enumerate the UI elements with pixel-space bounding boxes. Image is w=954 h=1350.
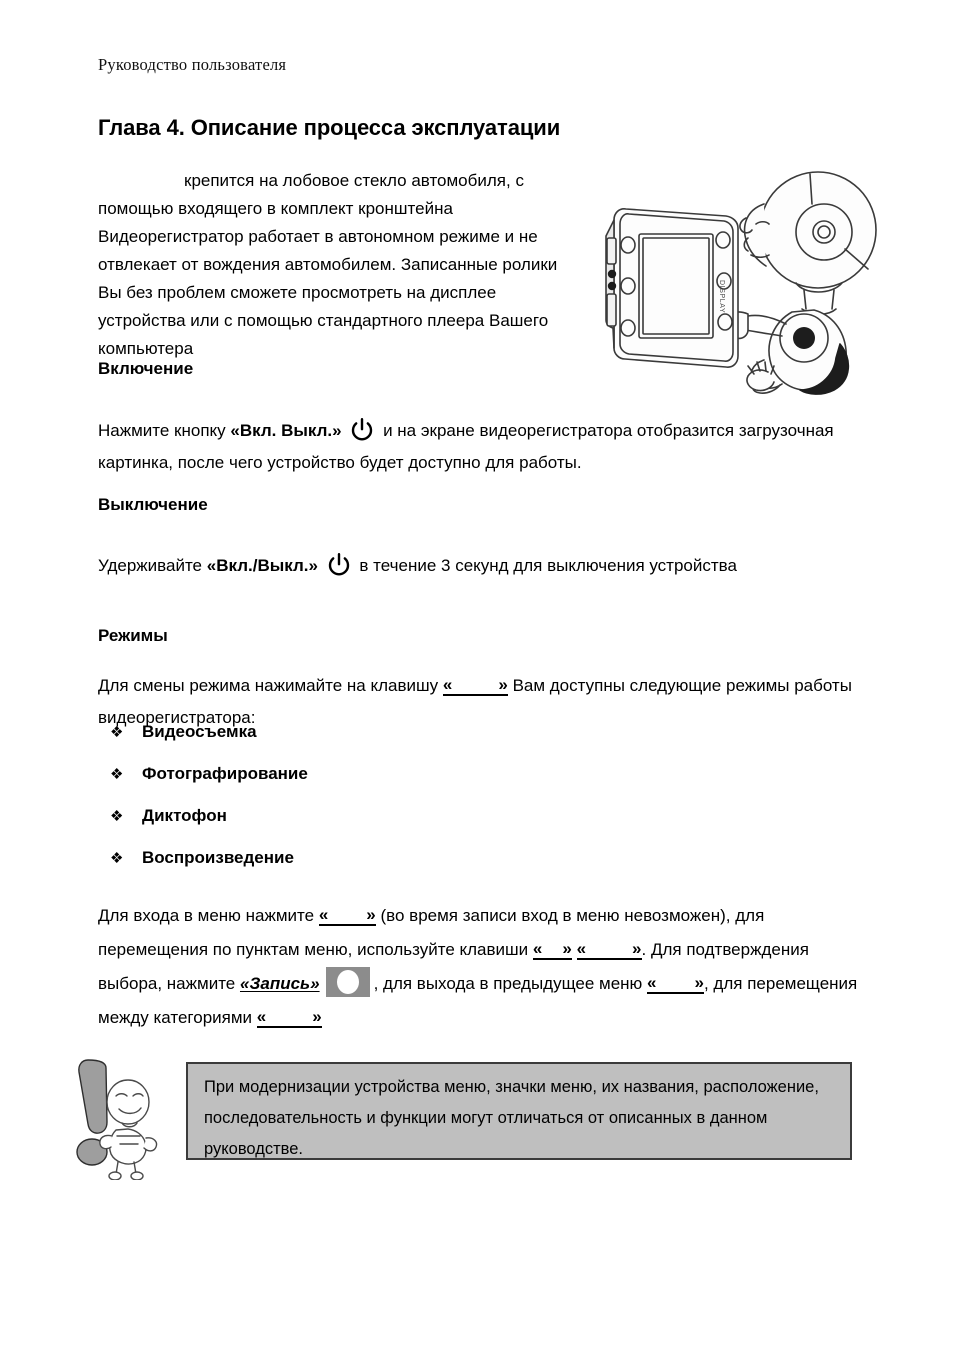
menu-text-part1: Для входа в меню нажмите: [98, 906, 315, 925]
mode-key-placeholder: [443, 676, 508, 696]
device-display-label: DISPLAY: [718, 280, 725, 314]
list-item-label: Воспроизведение: [142, 848, 294, 867]
menu-category-key-placeholder: [257, 1008, 322, 1028]
warning-text: При модернизации устройства меню, значки меню, их названия, расположение, последовательность и функции могут отличаться от описанных в данном руководстве.: [204, 1078, 819, 1158]
menu-nav-key-placeholder-1: [533, 940, 572, 960]
power-on-key-label: «Вкл. Выкл.»: [230, 421, 342, 440]
page-title: Глава 4. Описание процесса эксплуатации: [98, 114, 561, 140]
power-on-text-after: и на экране видеорегистратора отобразится загрузочная картинка, после чего устройство будет доступно для работы.: [98, 421, 834, 472]
intro-paragraph: крепится на лобовое стекло автомобиля, с помощью входящего в комплект кронштейна Видеорегистратор работает в автономном режиме и не отвлекает от вождения автомобилем. Записанные ролики Вы без проблем сможете просмотреть на дисплее устройства или с помощью стандартного плеера Вашего компьютера: [98, 171, 558, 358]
list-item: [110, 722, 530, 764]
modes-list: [110, 722, 530, 890]
section-heading-modes: Режимы: [98, 626, 168, 646]
section-heading-power-off: Выключение: [98, 495, 208, 515]
record-key-label: «Запись»: [239, 974, 320, 993]
power-off-text-after: в течение 3 секунд для выключения устройства: [359, 556, 737, 575]
quote-open: «: [647, 973, 657, 992]
list-item: [110, 764, 530, 806]
menu-text-part3: .: [641, 940, 647, 959]
warning-box: [186, 1062, 852, 1160]
running-header: Руководство пользователя: [98, 55, 287, 74]
power-icon: [349, 417, 375, 443]
list-item: [110, 848, 530, 890]
paragraph-power-on: [98, 415, 858, 479]
quote-open: «: [442, 675, 453, 694]
diamond-bullet-icon: ❖: [110, 850, 124, 867]
list-item-label: Фотографирование: [142, 764, 308, 783]
paragraph-menu-navigation: [98, 899, 860, 1035]
list-item-label: Диктофон: [142, 806, 227, 825]
list-item: [110, 806, 530, 848]
quote-close: »: [312, 1007, 322, 1026]
menu-enter-key-placeholder: [319, 906, 376, 926]
modes-text-before: Для смены режима нажимайте на клавишу: [98, 676, 439, 695]
modes-text-after: Вам доступны следующие режимы работы видеорегистратора:: [98, 676, 852, 727]
menu-text-part5: , для выхода в предыдущее меню: [373, 974, 643, 993]
menu-back-key-placeholder: [647, 974, 704, 994]
quote-close: »: [562, 939, 572, 958]
robot-hand: [747, 362, 774, 391]
menu-text-part4: Для подтверждения выбора, нажмите: [98, 940, 809, 993]
robot-pointing-at-dvr-illustration: [596, 152, 892, 402]
list-item-label: Видеосъемка: [142, 722, 257, 741]
power-off-text-before: Удерживайте: [98, 556, 203, 575]
quote-close: »: [498, 675, 508, 694]
power-icon: [326, 552, 352, 578]
quote-close: »: [694, 973, 704, 992]
quote-open: «: [576, 939, 587, 958]
paragraph-power-off: [98, 550, 858, 582]
quote-close: »: [632, 939, 642, 958]
power-on-text-before: Нажмите кнопку: [98, 421, 226, 440]
diamond-bullet-icon: ❖: [110, 766, 124, 783]
power-off-key-label: «Вкл./Выкл.»: [206, 556, 318, 575]
dvr-device: [606, 209, 738, 367]
quote-open: «: [532, 939, 543, 958]
quote-open: «: [318, 905, 329, 924]
menu-nav-key-placeholder-2: [577, 940, 642, 960]
section-heading-power-on: Включение: [98, 359, 194, 379]
record-button-icon: [326, 967, 370, 997]
quote-open: «: [256, 1007, 267, 1026]
quote-close: »: [366, 905, 376, 924]
diamond-bullet-icon: ❖: [110, 724, 124, 741]
exclamation-robot-icon: [70, 1052, 182, 1180]
menu-text-part6: , для перемещения между категориями: [98, 974, 858, 1027]
robot-disc-head: [740, 172, 876, 288]
diamond-bullet-icon: ❖: [110, 808, 124, 825]
menu-text-part2: (во время записи вход в меню невозможен), для перемещения по пунктам меню, используйте клавиши: [98, 906, 765, 959]
warning-robot-figure: [100, 1080, 157, 1180]
